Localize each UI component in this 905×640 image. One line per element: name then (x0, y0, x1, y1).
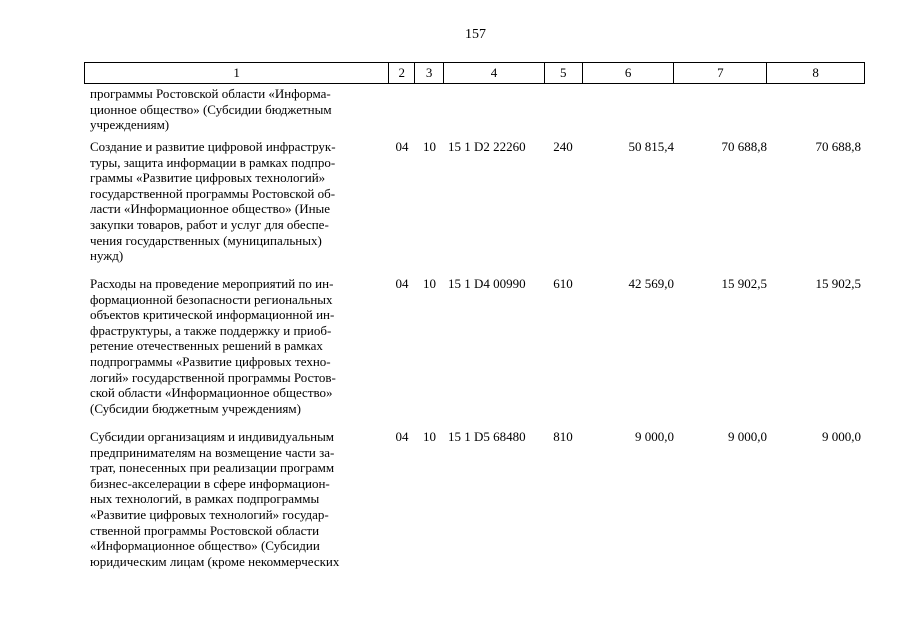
description-line: ласти «Информационное общество» (Иные (90, 201, 331, 217)
description-line: туры, защита информации в рамках подпро- (90, 154, 336, 170)
description-line: юридическим лицам (кроме некоммерческих (90, 553, 340, 569)
description-line: (Субсидии бюджетным учреждениям) (90, 400, 301, 416)
description-line: чения государственных (муниципальных) (90, 232, 322, 248)
description-line: государственной программы Ростовской об- (90, 185, 336, 201)
description-line: «Информационное общество» (Субсидии (90, 538, 320, 554)
amount-col-6: 42 569,0 (628, 276, 674, 291)
description-line: ственной программы Ростовской области (90, 522, 320, 538)
target-article-code: 15 1 D2 22260 (448, 139, 526, 154)
section-code: 04 (395, 276, 409, 291)
column-header-1: 1 (85, 63, 389, 83)
description-line: ретение отечественных решений в рамках (90, 338, 323, 354)
section-code: 04 (395, 429, 409, 444)
amount-col-8: 15 902,5 (815, 276, 861, 291)
row-description (90, 139, 383, 264)
amount-col-7: 9 000,0 (728, 429, 767, 444)
subsection-code: 10 (423, 276, 436, 291)
description-line: трат, понесенных при реализации программ (90, 460, 335, 476)
description-line: ных технологий, в рамках подпрограммы (90, 491, 320, 507)
subsection-code: 10 (423, 429, 436, 444)
page-number: 157 (465, 27, 486, 42)
description-line: ской области «Информационное общество» (90, 385, 333, 401)
row-description (90, 276, 383, 416)
description-line: граммы «Развитие цифровых технологий» (90, 170, 326, 186)
column-header-4: 4 (444, 63, 545, 83)
description-line: Расходы на проведение мероприятий по ин- (90, 276, 334, 291)
row-description (90, 86, 383, 133)
column-header-6: 6 (583, 63, 675, 83)
subsection-code: 10 (423, 139, 436, 154)
amount-col-8: 9 000,0 (822, 429, 861, 444)
amount-col-8: 70 688,8 (815, 139, 861, 154)
description-line: фраструктуры, а также поддержку и приоб- (90, 322, 332, 338)
expense-type-code: 810 (553, 429, 573, 444)
column-header-5: 5 (545, 63, 583, 83)
column-header-8: 8 (812, 65, 819, 80)
description-line: объектов критической информационной ин- (90, 307, 335, 323)
amount-col-6: 50 815,4 (628, 139, 674, 154)
column-header-3: 3 (415, 63, 444, 83)
description-line: «Развитие цифровых технологий» государ- (90, 506, 329, 522)
description-line: закупки товаров, работ и услуг для обеспе- (90, 216, 329, 232)
description-line: Субсидии организациям и индивидуальным (90, 429, 335, 444)
amount-col-6: 9 000,0 (635, 429, 674, 444)
amount-col-7: 70 688,8 (721, 139, 767, 154)
column-number-header (84, 62, 865, 84)
description-line: ционное общество» (Субсидии бюджетным (90, 101, 332, 117)
description-line: формационной безопасности региональных (90, 291, 333, 307)
section-code: 04 (395, 139, 409, 154)
description-line: нужд) (90, 248, 124, 264)
expense-type-code: 610 (553, 276, 573, 291)
description-line: Создание и развитие цифровой инфраструк- (90, 139, 336, 154)
column-header-7: 7 (674, 63, 767, 83)
expense-type-code: 240 (553, 139, 573, 154)
row-description (90, 429, 383, 569)
description-line: бизнес-акселерации в сфере информацион- (90, 475, 330, 491)
description-line: учреждениям) (90, 117, 170, 133)
description-line: логий» государственной программы Ростов- (90, 369, 336, 385)
column-header-2: 2 (389, 63, 415, 83)
description-line: предпринимателям на возмещение части за- (90, 444, 335, 460)
target-article-code: 15 1 D4 00990 (448, 276, 526, 291)
description-line: программы Ростовской области «Информа- (90, 86, 331, 101)
amount-col-7: 15 902,5 (721, 276, 767, 291)
description-line: подпрограммы «Развитие цифровых техно- (90, 353, 331, 369)
target-article-code: 15 1 D5 68480 (448, 429, 526, 444)
